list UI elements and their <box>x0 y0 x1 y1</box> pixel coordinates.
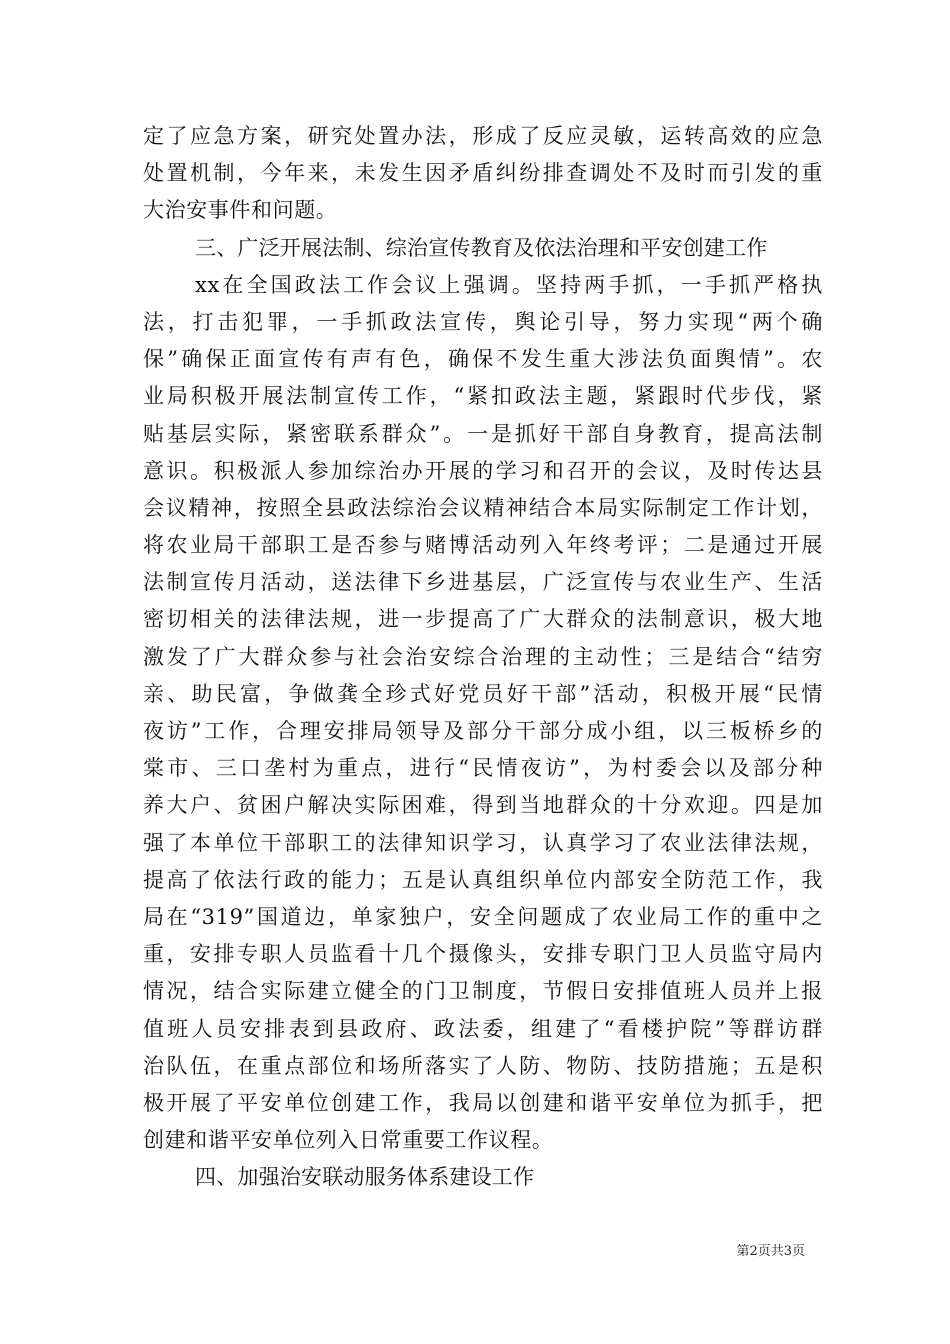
text-line: xx在全国政法工作会议上强调。坚持两手抓，一手抓严格执 <box>195 272 823 297</box>
text-line: 棠市、三口垄村为重点，进行“民情夜访”，为村委会以及部分种 <box>143 756 823 781</box>
text-line: 定了应急方案，研究处置办法，形成了反应灵敏，运转高效的应急 <box>143 124 823 148</box>
text-line: 密切相关的法律法规，进一步提高了广大群众的法制意识，极大地 <box>143 607 823 632</box>
text-line: 值班人员安排表到县政府、政法委，组建了“看楼护院”等群访群 <box>143 1016 823 1041</box>
text-line: 提高了依法行政的能力；五是认真组织单位内部安全防范工作，我 <box>143 867 823 892</box>
text-line: 业局积极开展法制宣传工作，“紧扣政法主题，紧跟时代步伐，紧 <box>143 384 823 409</box>
text-line: 激发了广大群众参与社会治安综合治理的主动性；三是结合“结穷 <box>143 644 823 669</box>
text-line: 保”确保正面宣传有声有色，确保不发生重大涉法负面舆情”。农 <box>143 347 823 372</box>
text-line: 会议精神，按照全县政法综治会议精神结合本局实际制定工作计划， <box>143 495 823 520</box>
text-line: 意识。积极派人参加综治办开展的学习和召开的会议，及时传达县 <box>143 458 823 483</box>
text-line: 亲、助民富，争做龚全珍式好党员好干部”活动，积极开展“民情 <box>143 681 823 706</box>
text-line: 法制宣传月活动，送法律下乡进基层，广泛宣传与农业生产、生活 <box>143 570 823 595</box>
page-number-footer: 第2页共3页 <box>736 1244 805 1259</box>
text-line: 贴基层实际，紧密联系群众”。一是抓好干部自身教育，提高法制 <box>143 421 823 446</box>
text-line: 法，打击犯罪，一手抓政法宣传，舆论引导，努力实现“两个确 <box>143 309 823 334</box>
text-line: 将农业局干部职工是否参与赌博活动列入年终考评；二是通过开展 <box>143 533 823 558</box>
text-line: 极开展了平安单位创建工作，我局以创建和谐平安单位为抓手，把 <box>143 1090 823 1115</box>
text-line: 创建和谐平安单位列入日常重要工作议程。 <box>143 1128 554 1153</box>
text-line: 重，安排专职人员监看十几个摄像头，安排专职门卫人员监守局内 <box>143 942 823 967</box>
text-line: 强了本单位干部职工的法律知识学习，认真学习了农业法律法规， <box>143 830 823 855</box>
section-heading-4: 四、加强治安联动服务体系建设工作 <box>195 1165 535 1190</box>
text-line: 养大户、贫困户解决实际困难，得到当地群众的十分欢迎。四是加 <box>143 793 823 818</box>
document-body <box>143 118 823 1196</box>
text-line: 治队伍，在重点部位和场所落实了人防、物防、技防措施；五是积 <box>143 1053 823 1078</box>
text-line: 夜访”工作，合理安排局领导及部分干部分成小组，以三板桥乡的 <box>143 719 823 743</box>
text-line: 处置机制，今年来，未发生因矛盾纠纷排查调处不及时而引发的重 <box>143 161 823 186</box>
text-line: 情况，结合实际建立健全的门卫制度，节假日安排值班人员并上报 <box>143 979 823 1004</box>
section-heading-3: 三、广泛开展法制、综治宣传教育及依法治理和平安创建工作 <box>195 235 768 260</box>
text-line: 大治安事件和问题。 <box>143 198 338 223</box>
text-line: 局在“319”国道边，单家独户，安全问题成了农业局工作的重中之 <box>143 904 823 929</box>
